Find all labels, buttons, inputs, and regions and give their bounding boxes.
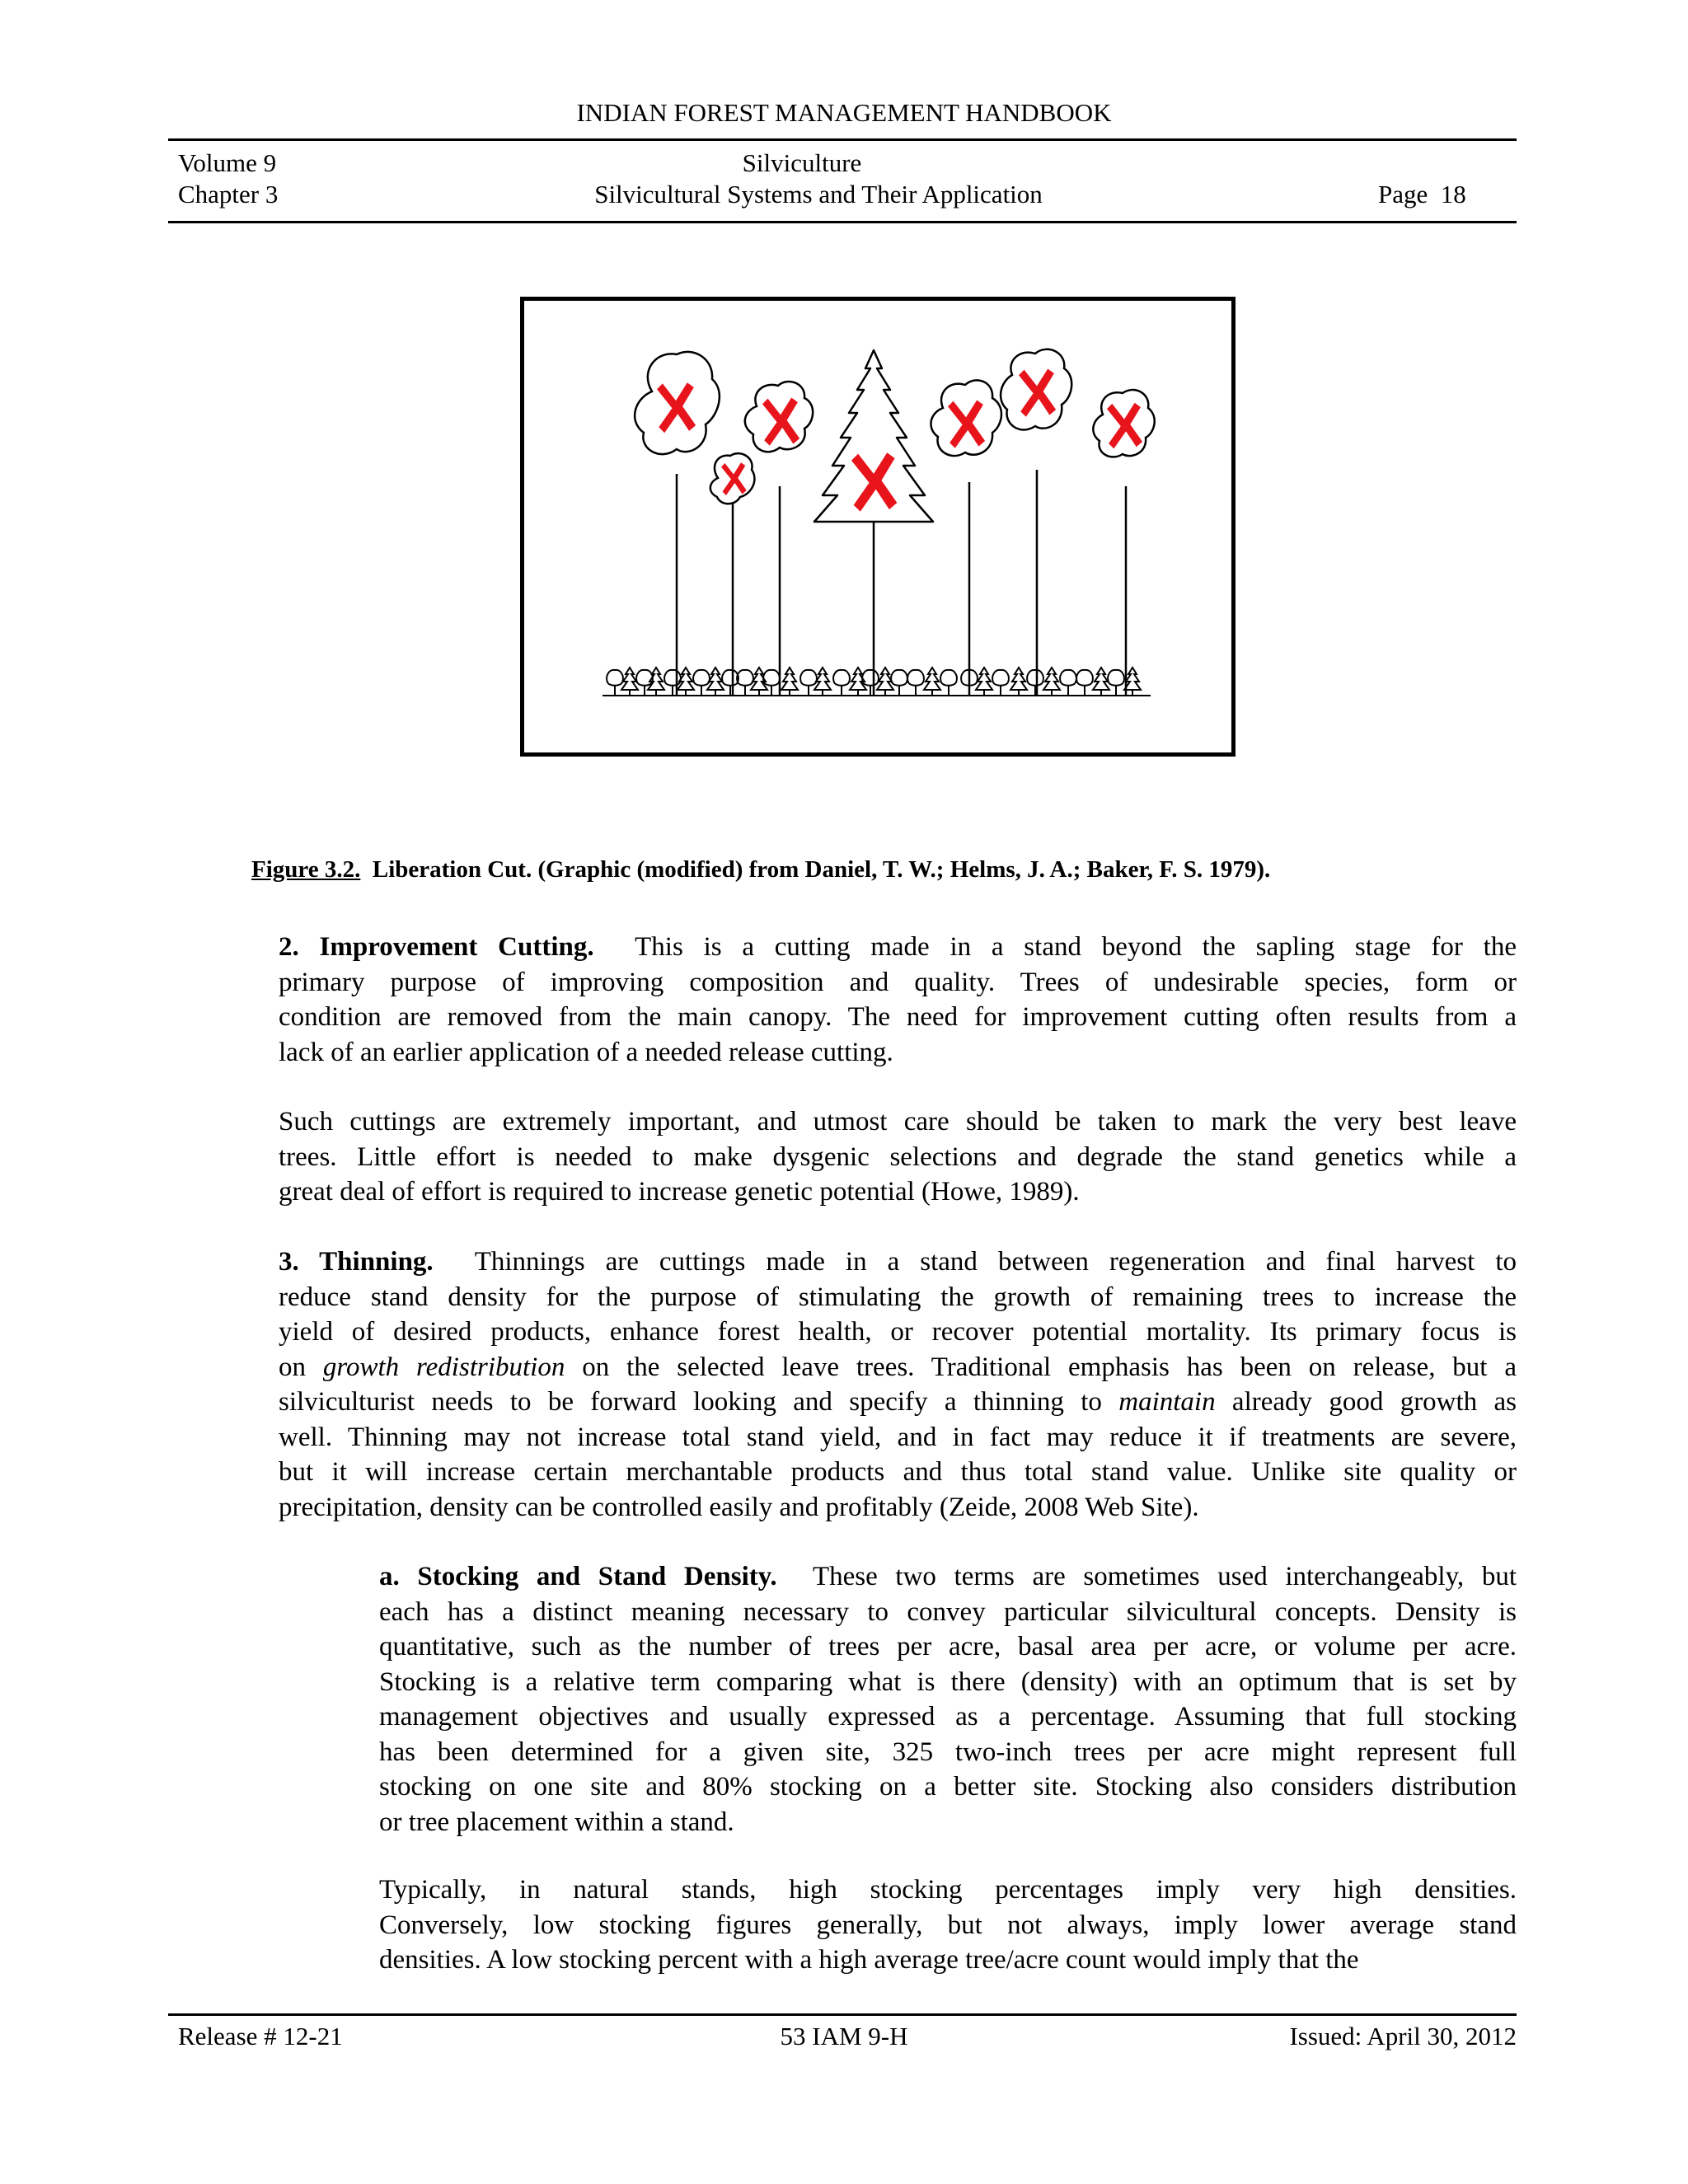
footer-rule — [168, 2013, 1517, 2016]
handbook-title: INDIAN FOREST MANAGEMENT HANDBOOK — [576, 98, 1112, 127]
thinning-heading: 3. Thinning. — [279, 1247, 434, 1277]
figure-caption — [251, 856, 1270, 883]
chapter-label: Chapter 3 — [178, 180, 279, 209]
stocking-density-heading: a. Stocking and Stand Density. — [379, 1562, 777, 1591]
header-rule-top — [168, 138, 1517, 141]
paragraph-such-cuttings: Such cuttings are extremely important, and utmost care should be taken to mark the very best leave trees. Little effort is needed to make dysgenic selections and degrade the stand genetics while a great deal of effort is required to increase genetic potential (Howe, 1989). — [279, 1107, 1517, 1207]
section-label: Silvicultural Systems and Their Application — [594, 180, 1043, 209]
figure-caption-text: Liberation Cut. (Graphic (modified) from Daniel, T. W.; Helms, J. A.; Baker, F. S. 1979). — [372, 856, 1271, 883]
paragraph-improvement-cutting: 2. Improvement Cutting. This is a cutting made in a stand beyond the sapling stage for the primary purpose of improving composition and quality. Trees of undesirable species, form or condition are removed from the main canopy. The need for improvement cutting often results from a lack of an earlier application of a needed release cutting. — [279, 932, 1517, 1067]
paragraph-stocking-density: a. Stocking and Stand Density. These two terms are sometimes used interchangeably, but each has a distinct meaning necessary to convey particular silvicultural concepts. Density is quantitative, such as the number of trees per acre, basal area per acre, or volume per acre. Stocking is a relative term comparing what is there (density) with an optimum that is set by management objectives and usually expressed as a percentage. Assuming that full stocking has been determined for a given site, 325 two-inch trees per acre might represent full stocking on one site and 80% stocking on a better site. Stocking also considers distribution or tree placement within a stand. — [379, 1562, 1517, 1837]
liberation-cut-figure — [520, 297, 1236, 757]
figure-illustration — [524, 301, 1231, 752]
release-number: Release # 12-21 — [178, 2022, 343, 2050]
document-code: 53 IAM 9-H — [780, 2022, 908, 2050]
paragraph-typically: Typically, in natural stands, high stocking percentages imply very high densities. Conversely, low stocking figures generally, but not always, imply lower average stand densities. A low stocking percent with a high average tree/acre count would imply that the — [379, 1875, 1517, 1975]
figure-label: Figure 3.2. — [251, 856, 361, 883]
volume-label: Volume 9 — [178, 148, 277, 177]
improvement-cutting-heading: 2. Improvement Cutting. — [279, 932, 594, 962]
issued-date: Issued: April 30, 2012 — [1289, 2022, 1517, 2050]
page-number: Page 18 — [1378, 180, 1466, 209]
paragraph-thinning: 3. Thinning. Thinnings are cuttings made in a stand between regeneration and final harvest to reduce stand density for the purpose of stimulating the growth of remaining trees to increase the yield of desired products, enhance forest health, or recover potential mortality. Its primary focus is on growth redistribution on the selected leave trees. Traditional emphasis has been on release, but a silviculturist needs to be forward looking and specify a thinning to maintain already good growth as well. Thinning may not increase total stand yield, and in fact may reduce it if treatments are severe, but it will increase certain merchantable products and thus total stand value. Unlike site quality or precipitation, density can be controlled easily and profitably (Zeide, 2008 Web Site). — [279, 1247, 1517, 1522]
conifer-crown — [814, 350, 933, 522]
header-rule-bottom — [168, 221, 1517, 223]
subject-label: Silviculture — [742, 148, 862, 177]
